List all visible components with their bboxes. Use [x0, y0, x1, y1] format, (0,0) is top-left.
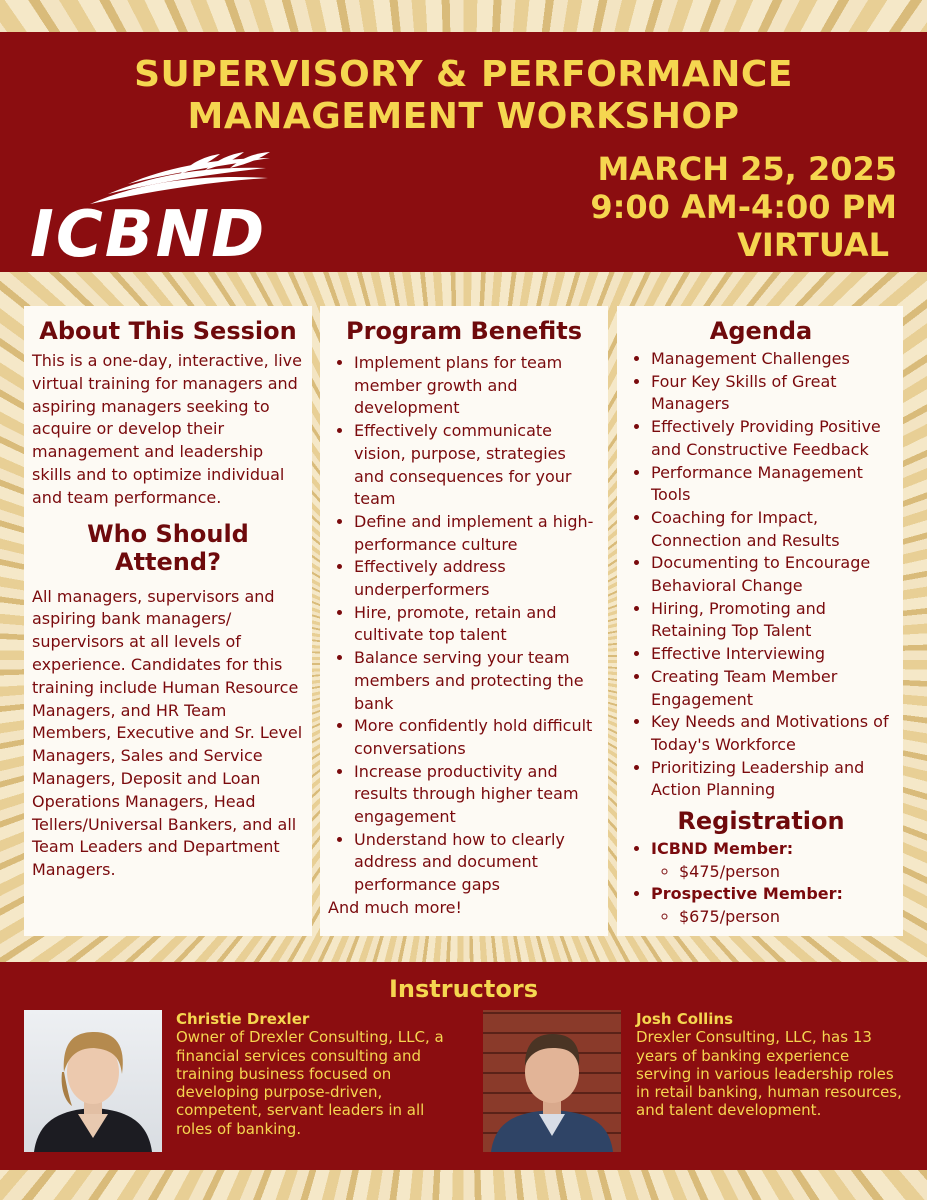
title-line-2: MANAGEMENT WORKSHOP: [187, 96, 740, 137]
benefit-item: • Hire, promote, retain and cultivate top talent: [354, 602, 600, 647]
instructor-photo-christie: [24, 1010, 162, 1152]
agenda-item: • Effectively Providing Positive and Constructive Feedback: [651, 416, 897, 461]
agenda-item: • Coaching for Impact, Connection and Results: [651, 507, 897, 552]
who-heading: [32, 520, 304, 576]
agenda-item: • Effective Interviewing: [651, 643, 897, 666]
event-date: MARCH 25, 2025: [597, 150, 897, 188]
title-line-1: SUPERVISORY & PERFORMANCE: [134, 54, 793, 95]
registration-list: [625, 838, 897, 929]
agenda-item: • Documenting to Encourage Behavioral Change: [651, 552, 897, 597]
instructor-name: Christie Drexler: [176, 1010, 310, 1028]
registration-heading: Registration: [677, 807, 845, 836]
agenda-list: [625, 348, 897, 802]
agenda-item: • Creating Team Member Engagement: [651, 666, 897, 711]
benefit-item: • Increase productivity and results through higher team engagement: [354, 761, 600, 829]
instructor-photo-josh: [483, 1010, 621, 1152]
benefit-item: • Understand how to clearly address and document performance gaps: [354, 829, 600, 897]
who-heading-line-1: Who Should: [87, 519, 249, 548]
benefit-item: • Define and implement a high-performance culture: [354, 511, 600, 556]
instructors-heading: Instructors: [388, 975, 538, 1003]
benefit-item: • Effectively communicate vision, purpose, strategies and consequences for your team: [354, 420, 600, 511]
who-text: All managers, supervisors and aspiring bank managers/ supervisors at all levels of experience. Candidates for this training include Human Resource Managers, and HR Team Members, Executive and Sr. Level Managers, Sales and Service Managers, Deposit and Loan Operations Managers, Head Tellers/Universal Bankers, and all Team Leaders and Department Managers.: [32, 586, 303, 880]
prospect-price: ◦ $675/person: [679, 906, 897, 929]
agenda-item: • Management Challenges: [651, 348, 897, 371]
portrait-icon: [24, 1010, 162, 1152]
who-heading-line-2: Attend?: [115, 547, 221, 576]
portrait-icon: [483, 1010, 621, 1152]
header-banner: [0, 32, 927, 272]
instructor-bio-christie: [176, 1010, 456, 1138]
benefits-panel: [320, 306, 608, 936]
event-time: 9:00 AM-4:00 PM: [590, 188, 897, 226]
about-heading: About This Session: [39, 317, 297, 345]
agenda-item: • Key Needs and Motivations of Today's Workforce: [651, 711, 897, 756]
logo-text: ICBND: [30, 198, 267, 272]
agenda-item: • Prioritizing Leadership and Action Planning: [651, 757, 897, 802]
instructor-bio-josh: [636, 1010, 906, 1120]
about-panel: [24, 306, 312, 936]
agenda-item: • Performance Management Tools: [651, 462, 897, 507]
instructor-bio-text: Owner of Drexler Consulting, LLC, a financial services consulting and training business focused on developing purpose-driven, competent, servant leaders in all roles of banking.: [176, 1028, 444, 1138]
event-format: VIRTUAL: [737, 226, 889, 264]
member-price-list: [651, 861, 897, 884]
agenda-panel: [617, 306, 903, 936]
agenda-heading: Agenda: [709, 317, 813, 345]
about-text: This is a one-day, interactive, live virtual training for managers and aspiring managers seeking to acquire or develop their management and leadership skills and to optimize individual and team performance.: [32, 351, 302, 507]
benefits-more: And much more!: [328, 897, 462, 917]
icbnd-logo: [30, 152, 290, 272]
prospect-label: • Prospective Member: ◦ $675/person: [651, 883, 897, 928]
agenda-item: • Hiring, Promoting and Retaining Top Talent: [651, 598, 897, 643]
member-price: ◦ $475/person: [679, 861, 897, 884]
instructors-section: [0, 962, 927, 1170]
benefits-list: [328, 352, 600, 897]
benefit-item: • Effectively address underperformers: [354, 556, 600, 601]
instructor-name: Josh Collins: [636, 1010, 734, 1028]
agenda-item: • Four Key Skills of Great Managers: [651, 371, 897, 416]
benefit-item: • More confidently hold difficult conversations: [354, 715, 600, 760]
prospect-price-list: [651, 906, 897, 929]
benefit-item: • Balance serving your team members and protecting the bank: [354, 647, 600, 715]
benefits-heading: Program Benefits: [346, 317, 582, 345]
benefit-item: • Implement plans for team member growth and development: [354, 352, 600, 420]
instructor-bio-text: Drexler Consulting, LLC, has 13 years of banking experience serving in various leadership roles in retail banking, human resources, and talent development.: [636, 1028, 902, 1120]
workshop-title: [0, 54, 927, 138]
event-info: [590, 150, 897, 264]
member-label: • ICBND Member: ◦ $475/person: [651, 838, 897, 883]
